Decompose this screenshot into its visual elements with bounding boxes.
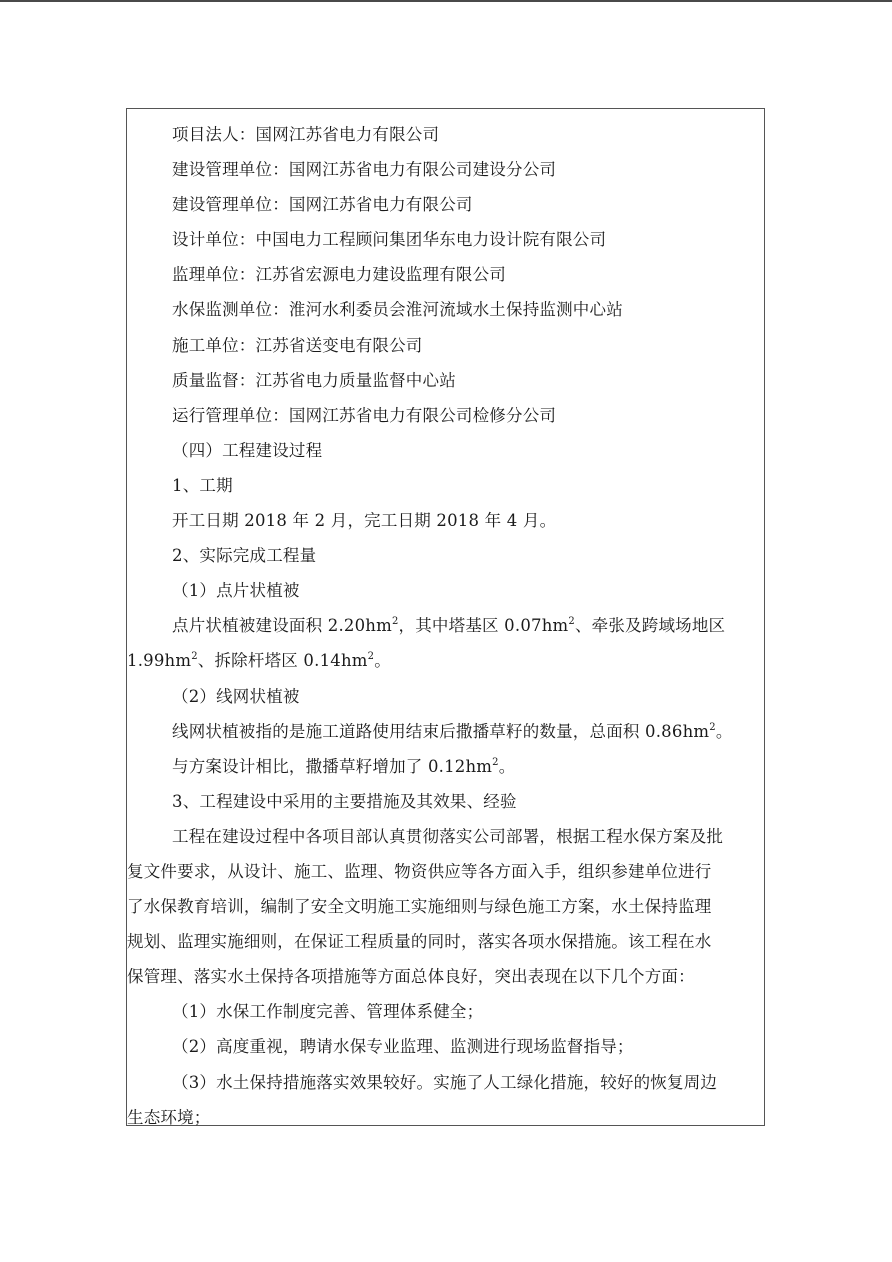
content-table-frame <box>126 108 765 1126</box>
construction-management-unit-2: 建设管理单位：国网江苏省电力有限公司 <box>172 195 473 215</box>
measures-paragraph-line4: 规划、监理实施细则，在保证工程质量的同时，落实各项水保措施。该工程在水 <box>127 932 712 952</box>
list-item-effects: （3）水土保持措施落实效果较好。实施了人工绿化措施，较好的恢复周边 <box>172 1072 718 1092</box>
subheading-line-vegetation: （2）线网状植被 <box>172 686 300 706</box>
line-vegetation-text-2: 与方案设计相比，撒播草籽增加了 $0.12hm^2$。 <box>172 756 516 776</box>
list-item-supervision: （2）高度重视，聘请水保专业监理、监测进行现场监督指导； <box>172 1037 634 1057</box>
measures-paragraph-line5: 保管理、落实水土保持各项措施等方面总体良好，突出表现在以下几个方面： <box>127 967 695 987</box>
quality-supervision: 质量监督：江苏省电力质量监督中心站 <box>172 370 456 390</box>
construction-management-unit-1: 建设管理单位：国网江苏省电力有限公司建设分公司 <box>172 160 557 180</box>
measures-paragraph-line1: 工程在建设过程中各项目部认真贯彻落实公司部署，根据工程水保方案及批 <box>172 826 724 846</box>
top-border-rule <box>0 0 892 2</box>
subheading-actual-quantity: 2、实际完成工程量 <box>172 546 317 566</box>
subheading-main-measures: 3、工程建设中采用的主要措施及其效果、经验 <box>172 791 517 811</box>
subheading-point-vegetation: （1）点片状植被 <box>172 581 300 601</box>
construction-unit: 施工单位：江苏省送变电有限公司 <box>172 335 423 355</box>
design-unit: 设计单位：中国电力工程顾问集团华东电力设计院有限公司 <box>172 230 607 250</box>
document-body <box>127 117 757 1135</box>
operation-management-unit: 运行管理单位：国网江苏省电力有限公司检修分公司 <box>172 405 557 425</box>
list-item-system: （1）水保工作制度完善、管理体系健全； <box>172 1002 484 1022</box>
measures-paragraph-line2: 复文件要求，从设计、施工、监理、物资供应等各方面入手，组织参建单位进行 <box>127 861 712 881</box>
measures-paragraph-line3: 了水保教育培训，编制了安全文明施工实施细则与绿色施工方案，水土保持监理 <box>127 897 712 917</box>
list-item-effects-cont: 生态环境； <box>127 1107 211 1127</box>
section-heading-construction-process: （四）工程建设过程 <box>172 440 323 460</box>
subheading-schedule: 1、工期 <box>172 475 233 495</box>
schedule-dates: 开工日期 2018 年 2 月，完工日期 2018 年 4 月。 <box>172 511 557 531</box>
point-vegetation-text-line1: 点片状植被建设面积 $2.20hm^2$，其中塔基区 $0.07hm^2$、牵张及跨域场地区 <box>172 616 726 636</box>
point-vegetation-text-line2: $1.99hm^2$、拆除杆塔区 $0.14hm^2$。 <box>127 651 391 671</box>
supervision-unit: 监理单位：江苏省宏源电力建设监理有限公司 <box>172 265 506 285</box>
project-legal-person: 项目法人：国网江苏省电力有限公司 <box>172 125 440 144</box>
soil-water-monitoring-unit: 水保监测单位：淮河水利委员会淮河流域水土保持监测中心站 <box>172 300 623 320</box>
line-vegetation-text-1: 线网状植被指的是施工道路使用结束后撒播草籽的数量，总面积 $0.86hm^2$。 <box>172 721 733 741</box>
